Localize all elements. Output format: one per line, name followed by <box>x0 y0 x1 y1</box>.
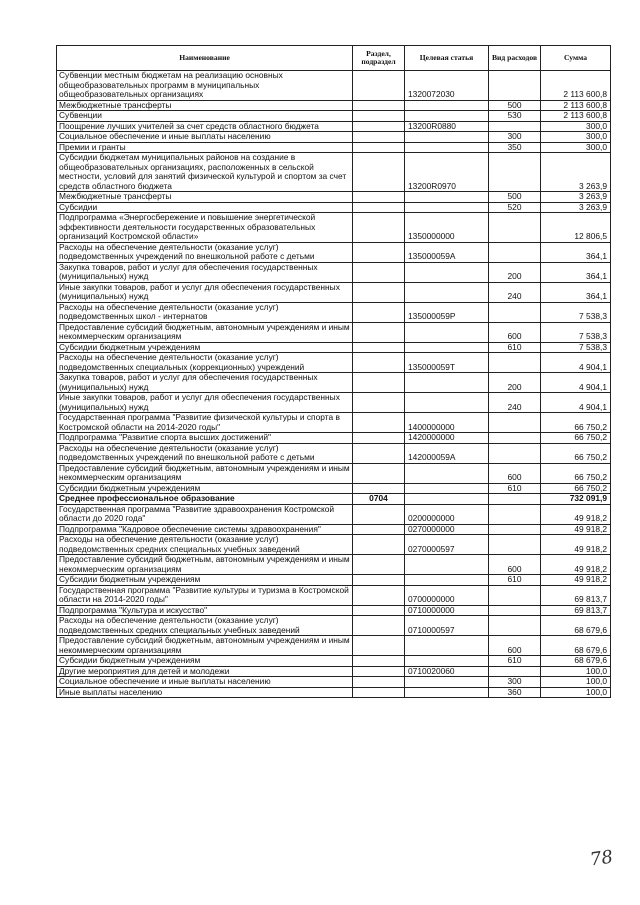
budget-table <box>56 45 611 698</box>
table-row <box>57 585 611 605</box>
row-section-cell <box>353 413 405 433</box>
header-section: Раздел, подраздел <box>353 46 405 71</box>
row-name-cell: Иные закупки товаров, работ и услуг для обеспечения государственных (муниципальных) нужд <box>57 282 353 302</box>
row-section-cell <box>353 677 405 688</box>
row-type-cell: 610 <box>489 342 541 353</box>
row-type-cell: 600 <box>489 636 541 656</box>
row-name-cell: Межбюджетные трансферты <box>57 192 353 203</box>
row-name-cell: Предоставление субсидий бюджетным, автономным учреждениям и иным некоммерческим организациям <box>57 636 353 656</box>
table-row <box>57 322 611 342</box>
row-article-cell <box>405 262 489 282</box>
table-row <box>57 282 611 302</box>
table-row <box>57 605 611 616</box>
header-type: Вид расходов <box>489 46 541 71</box>
row-name-cell: Закупка товаров, работ и услуг для обеспечения государственных (муниципальных) нужд <box>57 373 353 393</box>
row-sum-cell: 66 750,2 <box>541 463 611 483</box>
row-article-cell: 135000059Т <box>405 353 489 373</box>
row-article-cell: 135000059Р <box>405 302 489 322</box>
row-name-cell: Подпрограмма «Энергосбережение и повышение энергетической эффективности деятельности государственных образовательных организаций Костромской области» <box>57 213 353 243</box>
row-name-cell: Субсидии бюджетным учреждениям <box>57 656 353 667</box>
row-type-cell <box>489 524 541 535</box>
row-type-cell <box>489 535 541 555</box>
row-sum-cell: 364,1 <box>541 282 611 302</box>
row-name-cell: Расходы на обеспечение деятельности (оказание услуг) подведомственных специальных (коррекционных) учреждений <box>57 353 353 373</box>
header-name: Наименование <box>57 46 353 71</box>
row-name-cell: Субсидии бюджетам муниципальных районов на создание в общеобразовательных организациях, расположенных в сельской местности, условий для занятий физической культурой и спортом за счет средств областного бюджета <box>57 153 353 192</box>
row-type-cell: 600 <box>489 463 541 483</box>
table-row <box>57 121 611 132</box>
row-article-cell <box>405 636 489 656</box>
row-sum-cell: 66 750,2 <box>541 443 611 463</box>
table-row <box>57 433 611 444</box>
row-article-cell <box>405 142 489 153</box>
table-row <box>57 413 611 433</box>
row-sum-cell: 3 263,9 <box>541 192 611 203</box>
row-sum-cell: 364,1 <box>541 242 611 262</box>
row-section-cell <box>353 242 405 262</box>
row-name-cell: Межбюджетные трансферты <box>57 100 353 111</box>
row-article-cell: 0700000000 <box>405 585 489 605</box>
row-name-cell: Среднее профессиональное образование <box>57 494 353 505</box>
row-type-cell: 610 <box>489 483 541 494</box>
row-name-cell: Расходы на обеспечение деятельности (оказание услуг) подведомственных учреждений по внешкольной работе с детьми <box>57 443 353 463</box>
row-sum-cell: 12 806,5 <box>541 213 611 243</box>
row-type-cell: 240 <box>489 393 541 413</box>
row-name-cell: Подпрограмма "Культура и искусство" <box>57 605 353 616</box>
table-row <box>57 342 611 353</box>
row-section-cell <box>353 433 405 444</box>
row-name-cell: Подпрограмма "Кадровое обеспечение системы здравоохранения" <box>57 524 353 535</box>
row-name-cell: Иные закупки товаров, работ и услуг для обеспечения государственных (муниципальных) нужд <box>57 393 353 413</box>
row-article-cell <box>405 677 489 688</box>
row-name-cell: Предоставление субсидий бюджетным, автономным учреждениям и иным некоммерческим организациям <box>57 463 353 483</box>
row-section-cell <box>353 535 405 555</box>
row-section-cell <box>353 322 405 342</box>
row-section-cell <box>353 282 405 302</box>
table-row <box>57 524 611 535</box>
row-name-cell: Предоставление субсидий бюджетным, автономным учреждениям и иным некоммерческим организациям <box>57 555 353 575</box>
row-sum-cell: 100,0 <box>541 677 611 688</box>
row-article-cell <box>405 373 489 393</box>
row-sum-cell: 7 538,3 <box>541 302 611 322</box>
row-name-cell: Расходы на обеспечение деятельности (оказание услуг) подведомственных школ - интернатов <box>57 302 353 322</box>
row-name-cell: Субсидии бюджетным учреждениям <box>57 483 353 494</box>
row-section-cell <box>353 443 405 463</box>
row-name-cell: Другие мероприятия для детей и молодежи <box>57 666 353 677</box>
row-article-cell: 1350000000 <box>405 213 489 243</box>
table-row <box>57 555 611 575</box>
table-row <box>57 262 611 282</box>
row-name-cell: Расходы на обеспечение деятельности (оказание услуг) подведомственных средних специальных учебных заведений <box>57 616 353 636</box>
row-article-cell: 0710000000 <box>405 605 489 616</box>
table-body <box>57 71 611 698</box>
row-article-cell: 135000059А <box>405 242 489 262</box>
row-article-cell <box>405 111 489 122</box>
row-article-cell: 0710020060 <box>405 666 489 677</box>
row-name-cell: Субвенции местным бюджетам на реализацию основных общеобразовательных программ в муниципальных общеобразовательных организациях <box>57 71 353 101</box>
row-name-cell: Иные выплаты населению <box>57 687 353 698</box>
row-sum-cell: 49 918,2 <box>541 535 611 555</box>
row-name-cell: Социальное обеспечение и иные выплаты населению <box>57 677 353 688</box>
row-section-cell: 0704 <box>353 494 405 505</box>
row-section-cell <box>353 353 405 373</box>
row-sum-cell: 68 679,6 <box>541 616 611 636</box>
row-article-cell: 1320072030 <box>405 71 489 101</box>
row-sum-cell: 49 918,2 <box>541 575 611 586</box>
row-sum-cell: 100,0 <box>541 687 611 698</box>
table-row <box>57 463 611 483</box>
row-article-cell: 13200R0880 <box>405 121 489 132</box>
table-row <box>57 132 611 143</box>
row-section-cell <box>353 605 405 616</box>
row-type-cell <box>489 121 541 132</box>
page-number: 78 <box>588 846 615 871</box>
row-name-cell: Социальное обеспечение и иные выплаты населению <box>57 132 353 143</box>
table-row <box>57 535 611 555</box>
row-article-cell: 1420000000 <box>405 433 489 444</box>
table-row <box>57 666 611 677</box>
row-name-cell: Расходы на обеспечение деятельности (оказание услуг) подведомственных средних специальных учебных заведений <box>57 535 353 555</box>
row-type-cell: 610 <box>489 656 541 667</box>
row-sum-cell: 300,0 <box>541 132 611 143</box>
row-sum-cell: 49 918,2 <box>541 504 611 524</box>
row-type-cell: 520 <box>489 202 541 213</box>
row-section-cell <box>353 524 405 535</box>
row-type-cell <box>489 504 541 524</box>
table-row <box>57 443 611 463</box>
row-type-cell <box>489 494 541 505</box>
row-type-cell <box>489 413 541 433</box>
row-sum-cell: 2 113 600,8 <box>541 100 611 111</box>
row-section-cell <box>353 121 405 132</box>
row-sum-cell: 68 679,6 <box>541 636 611 656</box>
row-sum-cell: 69 813,7 <box>541 605 611 616</box>
row-section-cell <box>353 687 405 698</box>
row-name-cell: Закупка товаров, работ и услуг для обеспечения государственных (муниципальных) нужд <box>57 262 353 282</box>
row-name-cell: Субсидии <box>57 202 353 213</box>
row-type-cell <box>489 605 541 616</box>
row-type-cell: 240 <box>489 282 541 302</box>
row-article-cell: 13200R0970 <box>405 153 489 192</box>
row-article-cell <box>405 202 489 213</box>
row-sum-cell: 300,0 <box>541 142 611 153</box>
row-type-cell <box>489 242 541 262</box>
row-article-cell: 0710000597 <box>405 616 489 636</box>
row-section-cell <box>353 192 405 203</box>
row-name-cell: Премии и гранты <box>57 142 353 153</box>
table-row <box>57 636 611 656</box>
header-sum: Сумма <box>541 46 611 71</box>
row-type-cell: 360 <box>489 687 541 698</box>
row-section-cell <box>353 142 405 153</box>
row-sum-cell: 300,0 <box>541 121 611 132</box>
table-row <box>57 111 611 122</box>
row-name-cell: Государственная программа "Развитие здравоохранения Костромской области до 2020 года" <box>57 504 353 524</box>
row-sum-cell: 66 750,2 <box>541 483 611 494</box>
row-type-cell <box>489 302 541 322</box>
row-section-cell <box>353 342 405 353</box>
table-row <box>57 677 611 688</box>
row-sum-cell: 69 813,7 <box>541 585 611 605</box>
row-name-cell: Субвенции <box>57 111 353 122</box>
table-row <box>57 353 611 373</box>
table-row <box>57 656 611 667</box>
table-row <box>57 494 611 505</box>
header-article: Целевая статья <box>405 46 489 71</box>
row-type-cell <box>489 585 541 605</box>
row-section-cell <box>353 262 405 282</box>
row-sum-cell: 4 904,1 <box>541 353 611 373</box>
row-type-cell: 500 <box>489 192 541 203</box>
row-name-cell: Субсидии бюджетным учреждениям <box>57 575 353 586</box>
row-section-cell <box>353 111 405 122</box>
row-section-cell <box>353 666 405 677</box>
row-article-cell: 1400000000 <box>405 413 489 433</box>
table-row <box>57 302 611 322</box>
row-article-cell: 0200000000 <box>405 504 489 524</box>
table-row <box>57 153 611 192</box>
row-sum-cell: 66 750,2 <box>541 433 611 444</box>
row-type-cell <box>489 616 541 636</box>
table-row <box>57 483 611 494</box>
row-sum-cell: 2 113 600,8 <box>541 111 611 122</box>
table-row <box>57 575 611 586</box>
row-section-cell <box>353 585 405 605</box>
row-type-cell <box>489 153 541 192</box>
row-article-cell: 0270000597 <box>405 535 489 555</box>
row-type-cell: 200 <box>489 373 541 393</box>
row-type-cell: 500 <box>489 100 541 111</box>
row-name-cell: Государственная программа "Развитие культуры и туризма в Костромской области на 2014-2020 годы" <box>57 585 353 605</box>
row-article-cell <box>405 342 489 353</box>
row-sum-cell: 4 904,1 <box>541 393 611 413</box>
row-type-cell <box>489 353 541 373</box>
row-type-cell <box>489 666 541 677</box>
row-section-cell <box>353 483 405 494</box>
table-row <box>57 242 611 262</box>
row-section-cell <box>353 463 405 483</box>
table-row <box>57 192 611 203</box>
row-sum-cell: 49 918,2 <box>541 524 611 535</box>
table-row <box>57 100 611 111</box>
row-sum-cell: 2 113 600,8 <box>541 71 611 101</box>
row-name-cell: Расходы на обеспечение деятельности (оказание услуг) подведомственных учреждений по внешкольной работе с детьми <box>57 242 353 262</box>
row-type-cell: 300 <box>489 677 541 688</box>
row-sum-cell: 66 750,2 <box>541 413 611 433</box>
table-row <box>57 142 611 153</box>
row-sum-cell: 68 679,6 <box>541 656 611 667</box>
row-name-cell: Поощрение лучших учителей за счет средств областного бюджета <box>57 121 353 132</box>
row-type-cell: 600 <box>489 555 541 575</box>
row-section-cell <box>353 616 405 636</box>
row-name-cell: Предоставление субсидий бюджетным, автономным учреждениям и иным некоммерческим организациям <box>57 322 353 342</box>
row-article-cell: 142000059А <box>405 443 489 463</box>
row-section-cell <box>353 132 405 143</box>
table-row <box>57 71 611 101</box>
row-type-cell <box>489 443 541 463</box>
row-article-cell <box>405 656 489 667</box>
table-row <box>57 504 611 524</box>
row-article-cell: 0270000000 <box>405 524 489 535</box>
row-sum-cell: 3 263,9 <box>541 202 611 213</box>
row-article-cell <box>405 494 489 505</box>
row-sum-cell: 7 538,3 <box>541 342 611 353</box>
row-name-cell: Подпрограмма "Развитие спорта высших достижений" <box>57 433 353 444</box>
table-row <box>57 373 611 393</box>
row-section-cell <box>353 71 405 101</box>
row-section-cell <box>353 504 405 524</box>
row-section-cell <box>353 636 405 656</box>
row-section-cell <box>353 373 405 393</box>
table-row <box>57 616 611 636</box>
row-type-cell: 600 <box>489 322 541 342</box>
row-section-cell <box>353 202 405 213</box>
row-section-cell <box>353 302 405 322</box>
row-section-cell <box>353 213 405 243</box>
table-header-row <box>57 46 611 71</box>
row-type-cell: 530 <box>489 111 541 122</box>
row-sum-cell: 732 091,9 <box>541 494 611 505</box>
row-section-cell <box>353 393 405 413</box>
table-row <box>57 393 611 413</box>
row-article-cell <box>405 463 489 483</box>
row-article-cell <box>405 192 489 203</box>
row-section-cell <box>353 153 405 192</box>
row-article-cell <box>405 575 489 586</box>
row-type-cell <box>489 213 541 243</box>
row-name-cell: Субсидии бюджетным учреждениям <box>57 342 353 353</box>
table-row <box>57 687 611 698</box>
row-name-cell: Государственная программа "Развитие физической культуры и спорта в Костромской области на 2014-2020 годы" <box>57 413 353 433</box>
row-article-cell <box>405 100 489 111</box>
row-article-cell <box>405 132 489 143</box>
row-article-cell <box>405 555 489 575</box>
row-article-cell <box>405 483 489 494</box>
row-type-cell: 300 <box>489 132 541 143</box>
row-sum-cell: 100,0 <box>541 666 611 677</box>
row-sum-cell: 49 918,2 <box>541 555 611 575</box>
row-section-cell <box>353 656 405 667</box>
row-type-cell: 350 <box>489 142 541 153</box>
row-type-cell: 610 <box>489 575 541 586</box>
row-sum-cell: 364,1 <box>541 262 611 282</box>
row-section-cell <box>353 100 405 111</box>
row-article-cell <box>405 282 489 302</box>
row-sum-cell: 3 263,9 <box>541 153 611 192</box>
row-article-cell <box>405 393 489 413</box>
row-article-cell <box>405 322 489 342</box>
row-article-cell <box>405 687 489 698</box>
row-type-cell <box>489 433 541 444</box>
row-sum-cell: 7 538,3 <box>541 322 611 342</box>
row-section-cell <box>353 575 405 586</box>
table-row <box>57 213 611 243</box>
row-type-cell <box>489 71 541 101</box>
row-type-cell: 200 <box>489 262 541 282</box>
table-row <box>57 202 611 213</box>
row-sum-cell: 4 904,1 <box>541 373 611 393</box>
row-section-cell <box>353 555 405 575</box>
